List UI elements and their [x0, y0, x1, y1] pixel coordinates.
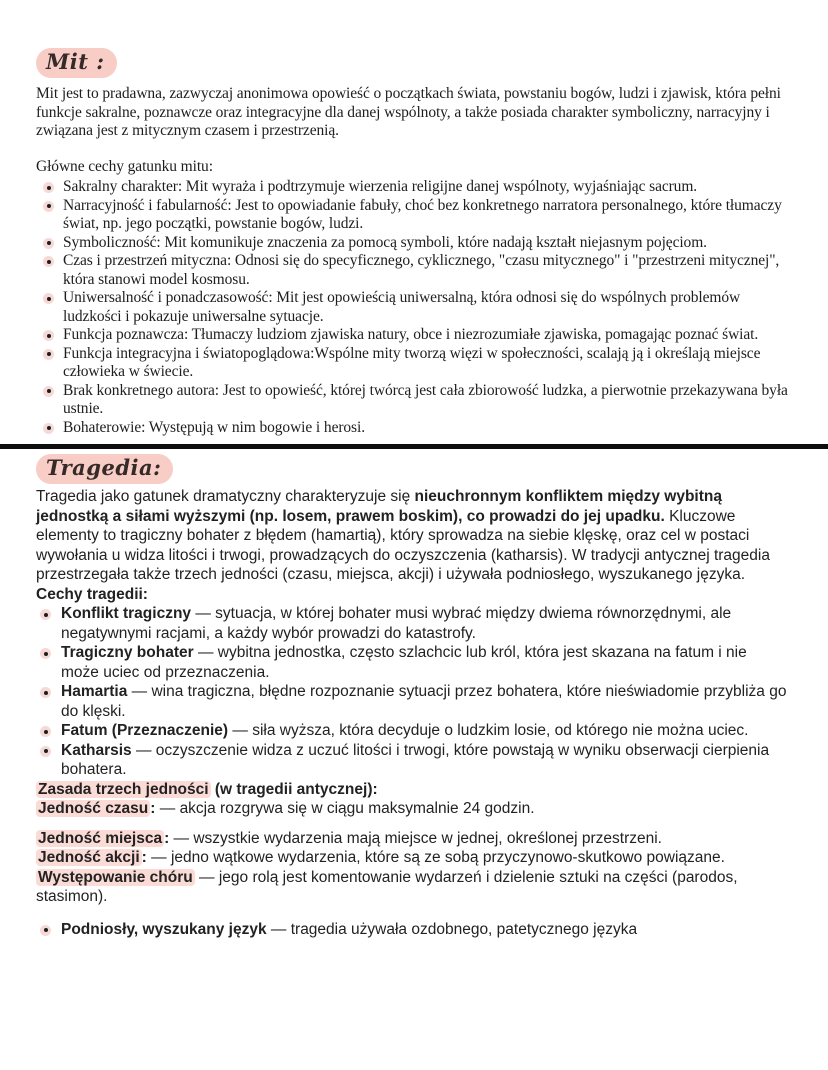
- bullet-text: Bohaterowie: Występują w nim bogowie i herosi.: [63, 418, 365, 436]
- highlighted-term: Zasada trzech jedności: [38, 780, 209, 798]
- list-item: [36, 252, 788, 289]
- bullet-text: [61, 741, 788, 780]
- bullet-text: [61, 604, 788, 643]
- section-tragedia: [36, 454, 788, 939]
- term-label: Katharsis: [61, 741, 132, 759]
- list-item: [36, 643, 788, 682]
- section-divider: [0, 444, 828, 449]
- bullet-text: Uniwersalność i ponadczasowość: Mit jest opowieścią uniwersalną, która odnosi się do wspólnych problemów ludzkości i pokazuje uniwersalne sytuacje.: [63, 289, 741, 325]
- rule-description: — akcja rozgrywa się w ciągu maksymalnie 24 godzin.: [155, 800, 535, 817]
- tragedia-final-bullet-list: [36, 920, 788, 940]
- bullet-icon: [43, 349, 54, 360]
- bullet-text: Sakralny charakter: Mit wyraża i podtrzymuje wierzenia religijne danej wspólnoty, wyjaśniając sacrum.: [63, 178, 698, 195]
- list-item: [36, 382, 788, 419]
- list-item: [36, 920, 788, 940]
- bullet-icon: [43, 238, 54, 249]
- term-label: Tragiczny bohater: [61, 644, 194, 661]
- list-item: [36, 682, 788, 721]
- list-item: [36, 419, 788, 438]
- list-item: [36, 721, 788, 741]
- bullet-icon: [40, 746, 51, 757]
- tragedia-subheading: Cechy tragedii:: [36, 585, 148, 603]
- rule-bold: :: [141, 849, 147, 866]
- rule-description: — jedno wątkowe wydarzenia, które są ze sobą przyczynowo-skutkowo powiązane.: [146, 849, 725, 866]
- bullet-icon: [40, 726, 51, 737]
- bullet-text: Czas i przestrzeń mityczna: Odnosi się do specyficznego, cyklicznego, "czasu mitycznego" i "przestrzeni mitycznej", która stanowi model kosmosu.: [63, 252, 780, 288]
- bullet-icon: [43, 386, 54, 397]
- bullet-icon: [43, 330, 54, 341]
- list-item: [36, 345, 788, 382]
- rule-line: [36, 799, 788, 819]
- list-item: [36, 289, 788, 326]
- section-mit: [36, 48, 788, 437]
- mit-subheading: Główne cechy gatunku mitu:: [36, 157, 213, 175]
- bullet-icon: [43, 256, 54, 267]
- term-description: — wybitna jednostka, często szlachcic lub król, która jest skazana na fatum i nie może uciec od przeznaczenia.: [61, 644, 747, 681]
- rule-line: [36, 848, 788, 868]
- rule-line: [36, 829, 788, 849]
- term-label: Konflikt tragiczny: [61, 605, 192, 622]
- list-item: [36, 197, 788, 234]
- list-item: [36, 234, 788, 253]
- term-label: Podniosły, wyszukany język: [61, 920, 267, 938]
- bullet-icon: [40, 609, 51, 620]
- list-item: [36, 326, 788, 345]
- bullet-text: Funkcja poznawcza: Tłumaczy ludziom zjawiska natury, obce i niezrozumiałe zjawiska, pomagając poznać świat.: [63, 326, 759, 343]
- term-description: — sytuacja, w której bohater musi wybrać między dwiema równorzędnymi, ale negatywnymi racjami, a każdy wybór prowadzi do katastrofy.: [61, 605, 732, 642]
- rule-line: [36, 868, 788, 907]
- bullet-text: Symboliczność: Mit komunikuje znaczenia za pomocą symboli, które nadają kształt niejasnym pojęciom.: [63, 233, 707, 251]
- bullet-text: [61, 682, 788, 721]
- bullet-text: [61, 721, 788, 741]
- rule-line: [36, 780, 788, 800]
- list-item: [36, 741, 788, 780]
- bullet-text: [61, 643, 788, 682]
- term-description: — wina tragiczna, błędne rozpoznanie sytuacji przez bohatera, które nieświadomie przybliża go do klęski.: [61, 683, 787, 720]
- bullet-icon: [43, 201, 54, 212]
- intro-bold-text: nieuchronnym konfliktem między wybitną jednostką a siłami wyższymi (np. losem, prawem boskim), co prowadzi do jej upadku.: [36, 488, 722, 525]
- list-item: [36, 604, 788, 643]
- term-description: — siła wyższa, która decyduje o ludzkim losie, od którego nie można uciec.: [228, 722, 749, 739]
- bullet-icon: [40, 648, 51, 659]
- bullet-text: Funkcja integracyjna i światopoglądowa:Wspólne mity tworzą więzi w społeczności, scalają ją i określają miejsce człowieka w świecie.: [63, 344, 761, 380]
- highlighted-term: Jedność akcji: [38, 849, 140, 866]
- highlighted-term: Występowanie chóru: [38, 868, 193, 886]
- rule-bold: :: [164, 829, 170, 847]
- tragedia-bullet-list: [36, 604, 788, 780]
- rule-bold: (w tragedii antycznej):: [210, 780, 378, 798]
- term-label: Hamartia: [61, 683, 128, 700]
- tragedia-intro-paragraph: [36, 487, 788, 585]
- bullet-icon: [43, 293, 54, 304]
- tragedia-heading: Tragedia:: [36, 454, 173, 484]
- bullet-text: Brak konkretnego autora: Jest to opowieść, której twórcą jest cała zbiorowość ludzka, a pierwotnie przekazywana była ustnie.: [63, 381, 788, 417]
- rule-description: — wszystkie wydarzenia mają miejsce w jednej, określonej przestrzeni.: [169, 829, 662, 847]
- rule-bold: :: [150, 800, 156, 817]
- bullet-icon: [43, 182, 54, 193]
- mit-heading: Mit :: [36, 48, 117, 78]
- term-description: — tragedia używała ozdobnego, patetycznego języka: [266, 920, 638, 938]
- term-label: Fatum (Przeznaczenie): [61, 722, 229, 739]
- mit-intro-paragraph: Mit jest to pradawna, zazwyczaj anonimowa opowieść o początkach świata, powstaniu bogów, ludzi i zjawisk, która pełni funkcje sakralne, poznawcze oraz integracyjne dla danej wspólnoty, a także posiada charakter symboliczny, narracyjny i związana jest z mitycznym czasem i przestrzenią.: [36, 85, 781, 139]
- bullet-icon: [40, 925, 51, 936]
- term-description: — oczyszczenie widza z uczuć litości i trwogi, które powstają w wyniku obserwacji cierpienia bohatera.: [61, 741, 770, 778]
- intro-text: Tragedia jako gatunek dramatyczny charakteryzuje się: [36, 488, 415, 505]
- bullet-icon: [43, 423, 54, 434]
- rule-description: — jego rolą jest komentowanie wydarzeń i dzielenie sztuki na części (parodos, stasimon).: [36, 868, 738, 905]
- intro-text: Kluczowe elementy to tragiczny bohater z błędem (hamartią), który sprowadza na siebie klęskę, oraz cel w postaci wywołania u widza litości i trwogi, prowadzących do oczyszczenia (katharsis). W tradycji antycznej tragedia przestrzegała także trzech jedności (czasu, miejsca, akcji) i używała podniosłego, wyszukanego języka.: [36, 507, 770, 583]
- highlighted-term: Jedność miejsca: [38, 829, 163, 847]
- list-item: [36, 178, 788, 197]
- highlighted-term: Jedność czasu: [38, 800, 149, 817]
- bullet-text: [61, 920, 788, 940]
- bullet-text: Narracyjność i fabularność: Jest to opowiadanie fabuły, choć bez konkretnego narratora personalnego, które tłumaczy świat, np. jego początki, powstanie bogów, ludzi.: [63, 196, 782, 232]
- mit-bullet-list: [36, 178, 788, 437]
- bullet-icon: [40, 687, 51, 698]
